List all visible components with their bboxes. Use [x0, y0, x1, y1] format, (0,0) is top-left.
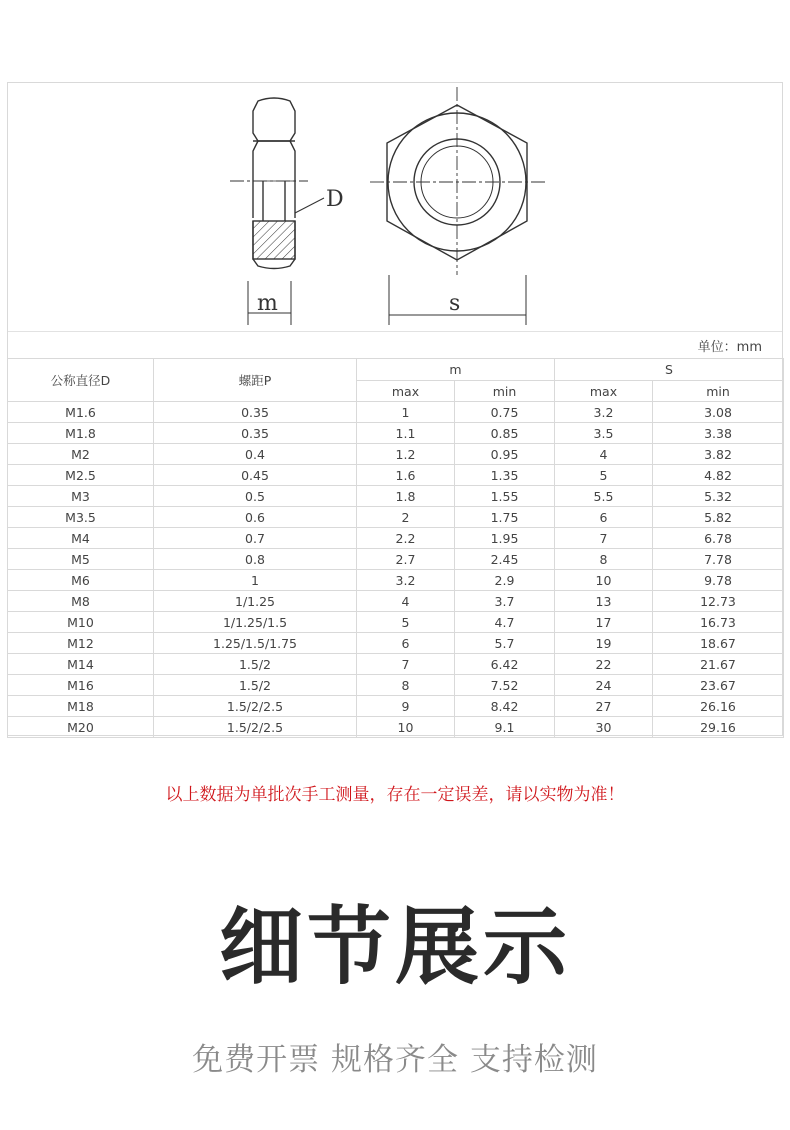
cell-m-max: 5 — [357, 612, 455, 633]
d-leader-line — [295, 198, 324, 213]
cell-m-max: 1.2 — [357, 444, 455, 465]
table-row — [8, 444, 784, 465]
cell-diameter: M14 — [8, 654, 154, 675]
label-s: s — [449, 291, 461, 316]
cell-s-max: 13 — [555, 591, 653, 612]
table-row — [8, 591, 784, 612]
cell-m-min: 2.45 — [455, 549, 555, 570]
cell-diameter: M4 — [8, 528, 154, 549]
cell-m-min: 1.95 — [455, 528, 555, 549]
table-row — [8, 717, 784, 738]
cell-pitch: 0.5 — [154, 486, 357, 507]
cell-m-min: 6.42 — [455, 654, 555, 675]
cell-s-max: 4 — [555, 444, 653, 465]
cell-m-min: 1.35 — [455, 465, 555, 486]
cell-s-min: 29.16 — [653, 717, 784, 738]
cell-m-max: 2 — [357, 507, 455, 528]
measurement-disclaimer: 以上数据为单批次手工测量，存在一定误差，请以实物为准！ — [165, 785, 625, 805]
section-subtitle: 免费开票 规格齐全 支持检测 — [192, 1042, 598, 1078]
cell-s-min: 21.67 — [653, 654, 784, 675]
cell-m-max: 9 — [357, 696, 455, 717]
table-row — [8, 675, 784, 696]
cell-m-max: 6 — [357, 633, 455, 654]
table-row — [8, 402, 784, 423]
cell-s-max: 3.2 — [555, 402, 653, 423]
cell-diameter: M1.8 — [8, 423, 154, 444]
cell-pitch: 1 — [154, 570, 357, 591]
cell-s-max: 5 — [555, 465, 653, 486]
cell-s-max: 10 — [555, 570, 653, 591]
cell-pitch: 0.35 — [154, 402, 357, 423]
nut-drawing-svg — [8, 83, 782, 331]
table-row — [8, 570, 784, 591]
cell-pitch: 0.4 — [154, 444, 357, 465]
cell-diameter: M2.5 — [8, 465, 154, 486]
cell-m-max: 1 — [357, 402, 455, 423]
cell-diameter: M3.5 — [8, 507, 154, 528]
table-row — [8, 696, 784, 717]
table-row — [8, 549, 784, 570]
header-diameter: 公称直径D — [8, 359, 154, 402]
spec-sheet — [7, 82, 783, 736]
cell-s-min: 7.78 — [653, 549, 784, 570]
cell-diameter: M6 — [8, 570, 154, 591]
cell-m-max: 1.8 — [357, 486, 455, 507]
nut-side-view — [253, 98, 296, 269]
header-m: m — [357, 359, 555, 381]
cell-m-min: 0.75 — [455, 402, 555, 423]
table-row — [8, 654, 784, 675]
cell-s-max: 24 — [555, 675, 653, 696]
cell-m-max: 1.6 — [357, 465, 455, 486]
cell-s-min: 18.67 — [653, 633, 784, 654]
header-m-min: min — [455, 381, 555, 402]
cell-pitch: 1.5/2 — [154, 654, 357, 675]
header-pitch: 螺距P — [154, 359, 357, 402]
cell-s-min: 5.32 — [653, 486, 784, 507]
nut-technical-drawing — [8, 83, 782, 331]
cell-diameter: M12 — [8, 633, 154, 654]
cell-diameter: M10 — [8, 612, 154, 633]
unit-row — [8, 331, 782, 358]
cell-s-max: 30 — [555, 717, 653, 738]
header-s-max: max — [555, 381, 653, 402]
cell-pitch: 0.7 — [154, 528, 357, 549]
cell-s-max: 7 — [555, 528, 653, 549]
cell-s-min: 9.78 — [653, 570, 784, 591]
cell-pitch: 1/1.25 — [154, 591, 357, 612]
cell-m-max: 2.2 — [357, 528, 455, 549]
cell-s-min: 5.82 — [653, 507, 784, 528]
unit-label: 单位：mm — [697, 340, 762, 355]
cell-m-max: 3.2 — [357, 570, 455, 591]
cell-s-min: 23.67 — [653, 675, 784, 696]
table-row — [8, 528, 784, 549]
cell-s-min: 16.73 — [653, 612, 784, 633]
cell-m-min: 0.85 — [455, 423, 555, 444]
cell-pitch: 1.5/2/2.5 — [154, 696, 357, 717]
cell-m-max: 8 — [357, 675, 455, 696]
cell-s-max: 19 — [555, 633, 653, 654]
header-s: S — [555, 359, 784, 381]
cell-m-min: 1.75 — [455, 507, 555, 528]
cell-s-max: 3.5 — [555, 423, 653, 444]
cell-m-min: 3.7 — [455, 591, 555, 612]
header-s-min: min — [653, 381, 784, 402]
label-d: D — [326, 187, 344, 212]
cell-pitch: 1.5/2 — [154, 675, 357, 696]
cell-s-min: 26.16 — [653, 696, 784, 717]
cell-s-max: 5.5 — [555, 486, 653, 507]
cell-m-max: 1.1 — [357, 423, 455, 444]
table-row — [8, 633, 784, 654]
cell-diameter: M1.6 — [8, 402, 154, 423]
cell-diameter: M18 — [8, 696, 154, 717]
cell-s-max: 22 — [555, 654, 653, 675]
table-row — [8, 612, 784, 633]
cell-m-min: 1.55 — [455, 486, 555, 507]
cell-s-max: 6 — [555, 507, 653, 528]
cell-s-min: 3.38 — [653, 423, 784, 444]
table-row — [8, 507, 784, 528]
cell-pitch: 0.8 — [154, 549, 357, 570]
cell-pitch: 1/1.25/1.5 — [154, 612, 357, 633]
cell-s-min: 3.82 — [653, 444, 784, 465]
cell-m-min: 5.7 — [455, 633, 555, 654]
cell-diameter: M8 — [8, 591, 154, 612]
cell-m-min: 8.42 — [455, 696, 555, 717]
cell-m-max: 7 — [357, 654, 455, 675]
cell-s-min: 6.78 — [653, 528, 784, 549]
cell-pitch: 0.6 — [154, 507, 357, 528]
cell-m-min: 9.1 — [455, 717, 555, 738]
cell-pitch: 0.45 — [154, 465, 357, 486]
cell-s-min: 4.82 — [653, 465, 784, 486]
cell-diameter: M20 — [8, 717, 154, 738]
section-title: 细节展示 — [218, 898, 571, 996]
cell-pitch: 1.25/1.5/1.75 — [154, 633, 357, 654]
label-m: m — [257, 291, 278, 316]
cell-m-max: 2.7 — [357, 549, 455, 570]
table-row — [8, 423, 784, 444]
cell-diameter: M2 — [8, 444, 154, 465]
cell-s-max: 27 — [555, 696, 653, 717]
cell-pitch: 1.5/2/2.5 — [154, 717, 357, 738]
cell-s-min: 3.08 — [653, 402, 784, 423]
cell-m-min: 2.9 — [455, 570, 555, 591]
cell-m-max: 4 — [357, 591, 455, 612]
cell-s-max: 8 — [555, 549, 653, 570]
cell-diameter: M5 — [8, 549, 154, 570]
cell-diameter: M16 — [8, 675, 154, 696]
spec-table-body — [8, 402, 784, 738]
cell-m-min: 4.7 — [455, 612, 555, 633]
cell-s-max: 17 — [555, 612, 653, 633]
cell-s-min: 12.73 — [653, 591, 784, 612]
cell-m-min: 0.95 — [455, 444, 555, 465]
cell-diameter: M3 — [8, 486, 154, 507]
table-row — [8, 465, 784, 486]
cell-m-max: 10 — [357, 717, 455, 738]
spec-table — [7, 358, 784, 738]
table-row — [8, 486, 784, 507]
header-m-max: max — [357, 381, 455, 402]
cell-m-min: 7.52 — [455, 675, 555, 696]
cell-pitch: 0.35 — [154, 423, 357, 444]
